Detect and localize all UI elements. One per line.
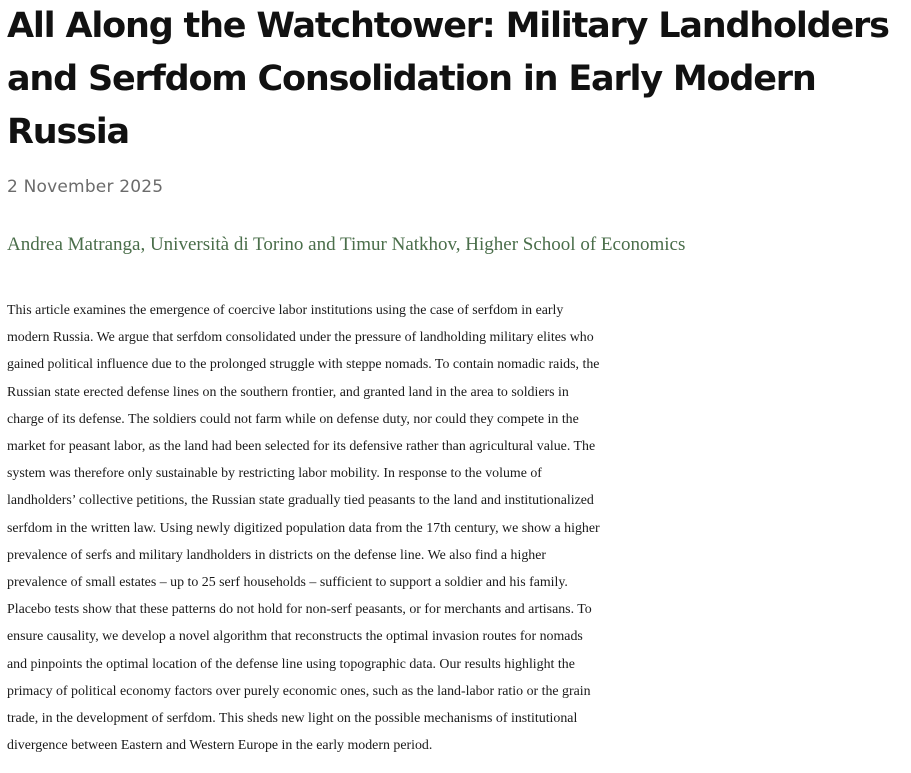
abstract-line: market for peasant labor, as the land had been selected for its defensive rather than agricultural value. The (7, 439, 596, 455)
article (7, 0, 907, 754)
abstract-line: serfdom in the written law. Using newly digitized population data from the 17th century, we show a higher (7, 520, 600, 536)
abstract-line: prevalence of serfs and military landholders in districts on the defense line. We also find a higher (7, 547, 547, 563)
abstract-line: prevalence of small estates – up to 25 serf households – sufficient to support a soldier and his family. (7, 575, 568, 591)
abstract-line: trade, in the development of serfdom. This sheds new light on the possible mechanisms of institutional (7, 711, 578, 727)
abstract-line: gained political influence due to the prolonged struggle with steppe nomads. To contain nomadic raids, the (7, 357, 600, 373)
article-authors: Andrea Matranga, Università di Torino and Timur Natkhov, Higher School of Economics (7, 234, 686, 255)
article-abstract (7, 297, 907, 759)
abstract-line: and pinpoints the optimal location of the defense line using topographic data. Our results highlight the (7, 656, 575, 672)
abstract-line: system was therefore only sustainable by restricting labor mobility. In response to the volume of (7, 466, 542, 482)
abstract-line: charge of its defense. The soldiers could not farm while on defense duty, nor could they compete in the (7, 411, 579, 427)
abstract-line: landholders’ collective petitions, the Russian state gradually tied peasants to the land and institutionalized (7, 493, 594, 509)
publication-date: 2 November 2025 (7, 177, 164, 197)
abstract-line: ensure causality, we develop a novel algorithm that reconstructs the optimal invasion routes for nomads (7, 629, 583, 645)
abstract-line: Russian state erected defense lines on the southern frontier, and granted land in the area to soldiers in (7, 384, 569, 400)
abstract-line: Placebo tests show that these patterns do not hold for non-serf peasants, or for merchants and artisans. To (7, 602, 592, 618)
abstract-line: This article examines the emergence of coercive labor institutions using the case of serfdom in early (7, 303, 564, 318)
article-title: All Along the Watchtower: Military Landholders and Serfdom Consolidation in Early Modern Russia (7, 6, 889, 152)
abstract-line: divergence between Eastern and Western Europe in the early modern period. (7, 738, 433, 754)
abstract-line: primacy of political economy factors over purely economic ones, such as the land-labor ratio or the grain (7, 683, 591, 699)
abstract-line: modern Russia. We argue that serfdom consolidated under the pressure of landholding military elites who (7, 330, 594, 346)
